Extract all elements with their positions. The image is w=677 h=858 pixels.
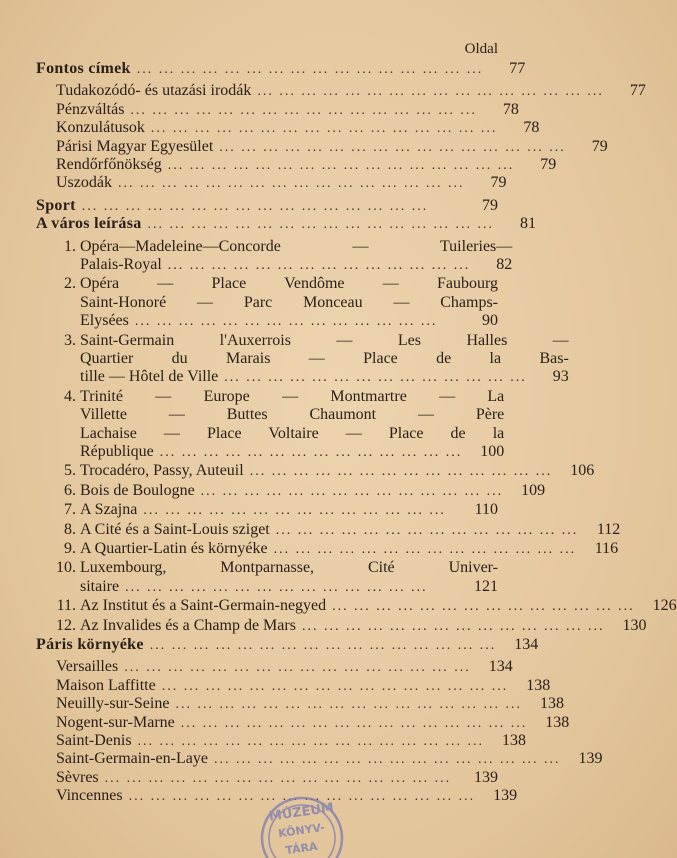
entry-title: tille — Hôtel de Ville [80, 368, 219, 386]
page-number: 79 [591, 137, 608, 155]
dot-leader [82, 198, 456, 216]
entry-number: 10. [56, 559, 76, 577]
page-number: 110 [474, 501, 498, 519]
dot-leader [143, 502, 456, 520]
entry-line: Luxembourg, Montparnasse, Cité Univer- [80, 559, 498, 577]
page-number: 139 [493, 787, 518, 805]
page-number: 121 [474, 577, 498, 595]
section-entry-row [36, 676, 551, 695]
contents-sections [36, 60, 646, 234]
dot-leader [201, 483, 504, 501]
section-entry-row [36, 695, 564, 713]
dot-leader [124, 659, 471, 677]
section-entry-row [36, 769, 498, 787]
dot-leader [219, 139, 566, 157]
entry-number: 5. [64, 462, 76, 480]
numbered-entry [36, 597, 677, 616]
page-number: 138 [545, 713, 570, 731]
entry-body [80, 540, 618, 559]
entry-number: 9. [64, 540, 76, 558]
entry-title: Bois de Boulogne [80, 481, 195, 499]
entry-number: 2. [64, 275, 76, 293]
entry-title: A Szajna [80, 501, 138, 519]
page-number: 82 [496, 255, 513, 273]
page-number: 138 [526, 676, 551, 694]
dot-leader [214, 751, 561, 769]
entry-title: Vincennes [56, 787, 123, 805]
entry-line: Saint-Honoré — Parc Monceau — Champs- [80, 293, 498, 311]
entry-title: Palais-Royal [80, 255, 162, 273]
section-heading-row [36, 197, 498, 215]
entry-last-line [80, 256, 512, 275]
entry-title: Saint-Germain-en-Laye [56, 750, 208, 768]
dot-leader [168, 157, 515, 175]
entry-body [80, 617, 646, 636]
entry-title: Fontos címek [36, 60, 131, 77]
dot-leader [162, 678, 509, 696]
entry-title: Párisi Magyar Egyesület [56, 137, 214, 155]
entry-number: 6. [64, 481, 76, 499]
numbered-entry [36, 481, 546, 501]
entry-last-line [80, 462, 594, 481]
dot-leader [274, 541, 577, 559]
page-number: 106 [570, 462, 595, 480]
entry-last-line [80, 540, 618, 559]
entry-title: Maison Laffitte [56, 676, 156, 694]
entry-title: Pénzváltás [56, 100, 125, 118]
city-description-list [36, 237, 677, 637]
section-entry-row [36, 155, 557, 174]
dot-leader [160, 444, 463, 462]
dot-leader [257, 83, 604, 101]
page-number: 100 [480, 442, 505, 460]
entry-line: Villette — Buttes Chaumont — Père [80, 406, 505, 424]
entry-title: A Quartier-Latin és környéke [80, 540, 268, 558]
entry-title: Konzulátusok [56, 119, 145, 137]
numbered-entry [36, 540, 619, 559]
entry-number: 7. [64, 501, 76, 519]
page-number: 77 [509, 60, 526, 77]
entry-body [80, 238, 512, 276]
entry-body [80, 521, 620, 540]
page-number: 93 [552, 368, 569, 386]
page-number: 134 [488, 658, 513, 676]
entry-title: A város leírása [36, 215, 142, 233]
entry-title: Sèvres [56, 768, 99, 786]
entry-last-line [80, 597, 677, 616]
section-heading-row [36, 60, 526, 78]
entry-last-line [80, 368, 569, 387]
numbered-entry [36, 616, 647, 636]
page-number: 78 [523, 119, 540, 137]
entry-line: Trinité — Europe — Montmartre — La [80, 387, 505, 405]
dot-leader [332, 598, 635, 616]
page-number: 77 [629, 82, 646, 100]
entry-last-line [80, 482, 545, 501]
page-number: 126 [652, 597, 677, 615]
entry-last-line [80, 617, 646, 636]
dot-leader [150, 637, 497, 655]
section-entry-row [36, 713, 570, 732]
section-entry-row [36, 119, 540, 137]
numbered-entry [36, 237, 513, 276]
dot-leader [175, 696, 522, 714]
entry-title: Neuilly-sur-Seine [56, 695, 170, 713]
entry-title: République [80, 442, 154, 460]
section-entry-row [36, 658, 513, 676]
entry-last-line [80, 312, 498, 331]
section-entry-row [36, 174, 507, 192]
dot-leader [168, 257, 471, 275]
numbered-entry [36, 520, 621, 540]
entry-line: Opéra—Madeleine—Concorde — Tuileries— [80, 237, 513, 255]
dot-leader [138, 733, 485, 751]
entry-last-line [80, 501, 498, 520]
entry-body [80, 275, 498, 331]
page-number: 109 [521, 481, 546, 499]
entry-title: Tudakozódó- és utazási irodák [56, 82, 252, 100]
entry-title: Trocadéro, Passy, Auteuil [80, 462, 244, 480]
entry-title: Nogent-sur-Marne [56, 713, 175, 731]
page-number: 139 [578, 750, 603, 768]
entry-last-line [80, 578, 498, 597]
dot-leader [224, 369, 527, 387]
entry-number: 4. [64, 387, 76, 405]
section-entry-row [36, 82, 646, 100]
dot-leader [250, 463, 553, 481]
entry-title: sitaire [80, 577, 120, 595]
page-number: 139 [474, 768, 498, 786]
entry-title: Versailles [56, 658, 119, 676]
section-entry-row [36, 732, 527, 750]
entry-title: Elysées [80, 312, 129, 330]
dot-leader [135, 313, 456, 331]
numbered-entry [36, 462, 595, 481]
dot-leader [148, 216, 495, 234]
page-number: 116 [594, 540, 619, 558]
entry-body [80, 462, 594, 481]
dot-leader [151, 120, 498, 138]
entry-line: Opéra — Place Vendôme — Faubourg [80, 275, 498, 293]
entry-body [80, 501, 498, 520]
page-number: 138 [502, 732, 527, 749]
entry-line: Quartier du Marais — Place de la Bas- [80, 349, 569, 367]
section-heading-row [36, 215, 537, 233]
page-number: 79 [482, 196, 498, 214]
dot-leader [302, 618, 605, 636]
entry-body [80, 559, 498, 597]
dot-leader [137, 61, 484, 79]
table-of-contents [36, 38, 677, 806]
dot-leader [118, 175, 465, 193]
page-number: 112 [596, 520, 621, 538]
entry-number: 11. [56, 597, 76, 615]
dot-leader [125, 579, 456, 597]
entry-last-line [80, 443, 504, 462]
stamp-line-3: TÁRA [284, 839, 319, 858]
page-number: 79 [490, 174, 507, 192]
museum-library-stamp [250, 792, 354, 858]
page-number: 138 [539, 695, 564, 713]
stamp-line-1: MÚZEUM [268, 800, 335, 825]
entry-body [80, 597, 677, 616]
page-number: 90 [482, 312, 498, 330]
numbered-entry [36, 387, 505, 463]
entry-line: Lachaise — Place Voltaire — Place de la [80, 424, 505, 442]
section-entry-row [36, 750, 603, 768]
numbered-entry [36, 275, 498, 331]
dot-leader [105, 770, 456, 788]
section-heading-row [36, 636, 539, 654]
section-entry-row [36, 100, 519, 119]
entry-title: Sport [36, 196, 76, 214]
page-number: 134 [514, 636, 539, 654]
entry-title: Saint-Denis [56, 732, 132, 749]
numbered-entry [36, 559, 498, 597]
dot-leader [276, 522, 579, 540]
environs-sections [36, 636, 603, 806]
entry-number: 3. [64, 331, 76, 349]
entry-title: Az Invalides és a Champ de Mars [80, 616, 296, 634]
entry-number: 8. [64, 520, 76, 538]
section-entry-row [36, 137, 608, 156]
page-number: 78 [502, 100, 519, 118]
dot-leader [130, 102, 477, 120]
dot-leader [181, 715, 528, 733]
numbered-entry [36, 501, 498, 520]
entry-last-line [80, 521, 620, 540]
stamp-line-2: KÖNYV- [277, 820, 326, 841]
entry-title: Rendőrfőnökség [56, 155, 162, 173]
entry-number: 12. [56, 616, 76, 634]
entry-title: Páris környéke [36, 636, 144, 654]
entry-title: A Cité és a Saint-Louis sziget [80, 520, 270, 538]
entry-number: 1. [64, 237, 76, 255]
entry-title: Uszodák [56, 174, 112, 192]
page-number: 130 [622, 616, 647, 634]
page-column-heading: Oldal [464, 41, 498, 57]
entry-title: Az Institut és a Saint-Germain-negyed [80, 597, 327, 615]
entry-body [80, 332, 569, 388]
page-number: 79 [540, 155, 557, 173]
entry-line: Saint-Germain l'Auxerrois — Les Halles — [80, 331, 569, 349]
entry-body [80, 388, 504, 463]
numbered-entry [36, 331, 569, 388]
entry-body [80, 482, 545, 501]
page-number: 81 [520, 215, 537, 233]
